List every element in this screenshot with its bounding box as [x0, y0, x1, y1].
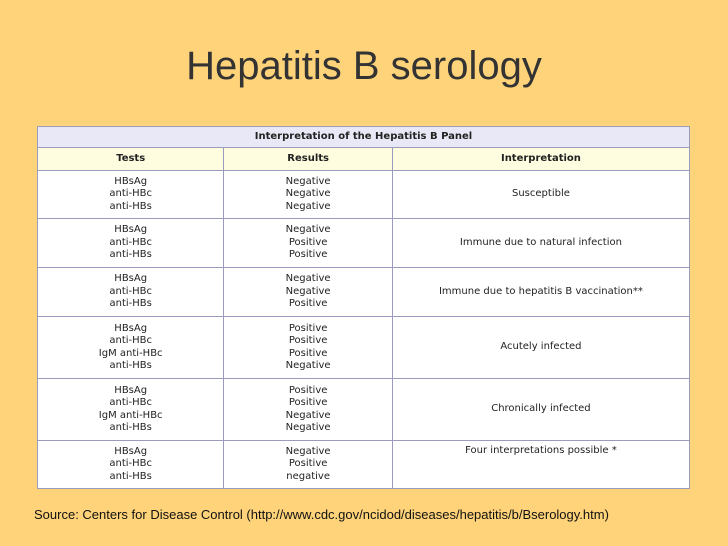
table-row [38, 317, 690, 379]
slide-title: Hepatitis B serology [186, 44, 542, 88]
results-cell-line: Positive [288, 335, 328, 346]
results-cell-line: Negative [285, 409, 331, 421]
results-cell-line: Positive [288, 397, 328, 408]
tests-cell-line: HBsAg [114, 224, 148, 236]
results-cell [224, 441, 393, 489]
tests-cell-line: anti-HBs [109, 360, 152, 371]
results-cell-line: Negative [285, 224, 331, 236]
interpretation-cell: Immune due to natural infection [392, 219, 689, 268]
tests-cell-line: IgM anti-HBc [98, 409, 163, 421]
interpretation-cell: Acutely infected [392, 317, 689, 379]
table-row [38, 379, 690, 441]
tests-cell-line: HBsAg [114, 445, 148, 457]
results-cell [224, 171, 393, 219]
tests-cell [38, 441, 224, 489]
tests-cell-line: anti-HBs [109, 298, 152, 310]
interpretation-cell: Chronically infected [392, 379, 689, 441]
table-row [38, 219, 690, 268]
tests-cell-line: HBsAg [114, 175, 148, 187]
results-cell-line: Positive [288, 384, 328, 396]
tests-cell-line: anti-HBc [109, 188, 153, 200]
tests-cell [38, 379, 224, 441]
tests-cell-line: anti-HBs [109, 200, 152, 212]
results-cell-line: Negative [285, 285, 331, 297]
tests-cell [38, 171, 224, 219]
results-cell-line: Negative [285, 273, 331, 285]
tests-cell-line: anti-HBc [109, 458, 153, 470]
results-cell-line: Positive [288, 458, 328, 470]
results-cell-line: Negative [285, 360, 331, 371]
source-citation: Source: Centers for Disease Control (http://www.cdc.gov/ncidod/diseases/hepatitis/b/Bserology.htm) [34, 507, 609, 522]
results-cell-line: Negative [285, 188, 331, 200]
table-row [38, 268, 690, 317]
tests-cell [38, 219, 224, 268]
tests-cell-line: anti-HBs [109, 249, 152, 261]
results-cell [224, 268, 393, 317]
results-cell [224, 317, 393, 379]
tests-cell-line: anti-HBc [109, 285, 153, 297]
results-cell-line: Positive [288, 236, 328, 248]
results-cell-line: negative [286, 470, 330, 482]
hepatitis-b-panel-table [37, 126, 690, 489]
interpretation-cell: Susceptible [392, 171, 689, 219]
tests-cell [38, 268, 224, 317]
table-row [38, 171, 690, 219]
results-cell-line: Negative [285, 175, 331, 187]
interpretation-cell: Immune due to hepatitis B vaccination** [392, 268, 689, 317]
column-header-tests: Tests [38, 148, 224, 171]
table-row [38, 441, 690, 489]
tests-cell-line: HBsAg [114, 384, 148, 396]
tests-cell-line: IgM anti-HBc [98, 347, 163, 359]
results-cell-line: Negative [285, 200, 331, 212]
results-cell-line: Positive [288, 322, 328, 334]
column-header-interpretation: Interpretation [392, 148, 689, 171]
tests-cell-line: HBsAg [114, 273, 148, 285]
tests-cell-line: anti-HBc [109, 335, 153, 346]
tests-cell-line: anti-HBc [109, 236, 153, 248]
table-caption: Interpretation of the Hepatitis B Panel [38, 127, 690, 148]
results-cell [224, 379, 393, 441]
tests-cell-line: anti-HBs [109, 470, 152, 482]
interpretation-cell: Four interpretations possible * [392, 441, 689, 489]
column-header-results: Results [224, 148, 393, 171]
results-cell [224, 219, 393, 268]
results-cell-line: Positive [288, 347, 328, 359]
tests-cell-line: anti-HBs [109, 422, 152, 433]
tests-cell-line: anti-HBc [109, 397, 153, 408]
tests-cell-line: HBsAg [114, 322, 148, 334]
tests-cell [38, 317, 224, 379]
results-cell-line: Negative [285, 445, 331, 457]
results-cell-line: Positive [288, 249, 328, 261]
results-cell-line: Negative [285, 422, 331, 433]
results-cell-line: Positive [288, 298, 328, 310]
